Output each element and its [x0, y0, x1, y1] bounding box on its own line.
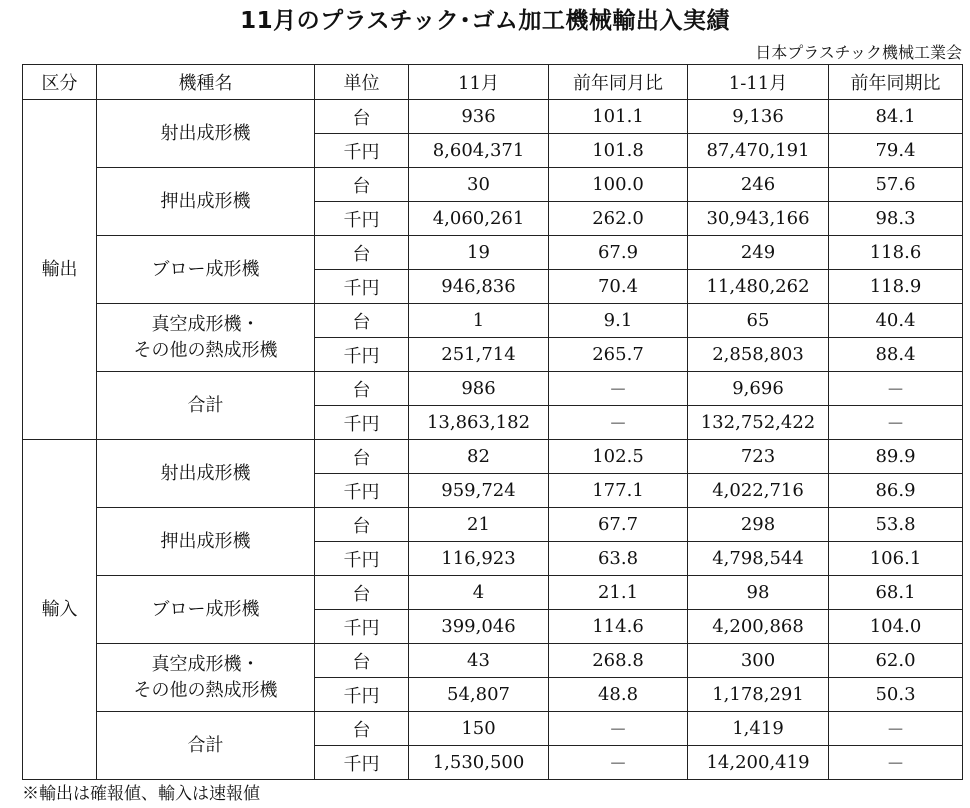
month-value: 43 — [409, 644, 549, 678]
unit-cell: 千円 — [315, 542, 409, 576]
month-ratio: 70.4 — [549, 270, 688, 304]
ytd-ratio: － — [829, 746, 963, 780]
month-ratio: 114.6 — [549, 610, 688, 644]
ytd-value: 246 — [688, 168, 829, 202]
table-row — [23, 236, 963, 270]
header-category: 区分 — [23, 65, 97, 100]
ytd-value: 2,858,803 — [688, 338, 829, 372]
unit-cell: 台 — [315, 236, 409, 270]
unit-cell: 台 — [315, 372, 409, 406]
page-title: 11月のプラスチック･ゴム加工機械輸出入実績 — [240, 8, 730, 34]
unit-cell: 台 — [315, 576, 409, 610]
trade-table — [22, 64, 963, 780]
machine-name — [97, 304, 315, 372]
footnote: ※輸出は確報値、輸入は速報値 — [22, 784, 260, 804]
month-ratio: 9.1 — [549, 304, 688, 338]
month-ratio: 21.1 — [549, 576, 688, 610]
month-value: 251,714 — [409, 338, 549, 372]
month-value: 150 — [409, 712, 549, 746]
month-ratio: － — [549, 746, 688, 780]
header-month-ratio: 前年同月比 — [549, 65, 688, 100]
month-ratio: 268.8 — [549, 644, 688, 678]
month-ratio: 67.7 — [549, 508, 688, 542]
month-ratio: － — [549, 712, 688, 746]
ytd-value: 14,200,419 — [688, 746, 829, 780]
unit-cell: 台 — [315, 644, 409, 678]
month-value: 1,530,500 — [409, 746, 549, 780]
month-value: 13,863,182 — [409, 406, 549, 440]
month-ratio: 101.8 — [549, 134, 688, 168]
ytd-ratio: 98.3 — [829, 202, 963, 236]
ytd-ratio: 86.9 — [829, 474, 963, 508]
ytd-ratio: － — [829, 712, 963, 746]
ytd-ratio: － — [829, 372, 963, 406]
ytd-ratio: 104.0 — [829, 610, 963, 644]
ytd-ratio: 40.4 — [829, 304, 963, 338]
header-ytd: 1-11月 — [688, 65, 829, 100]
month-value: 30 — [409, 168, 549, 202]
month-value: 936 — [409, 100, 549, 134]
header-row — [23, 65, 963, 100]
unit-cell: 千円 — [315, 202, 409, 236]
month-ratio: 177.1 — [549, 474, 688, 508]
month-ratio: 67.9 — [549, 236, 688, 270]
machine-name-line: 射出成形機 — [160, 462, 251, 484]
unit-cell: 千円 — [315, 134, 409, 168]
ytd-ratio: 79.4 — [829, 134, 963, 168]
machine-name-line: 合計 — [187, 394, 224, 416]
ytd-value: 1,419 — [688, 712, 829, 746]
ytd-value: 4,022,716 — [688, 474, 829, 508]
machine-name — [97, 236, 315, 304]
month-ratio: － — [549, 372, 688, 406]
machine-name — [97, 168, 315, 236]
ytd-ratio: 84.1 — [829, 100, 963, 134]
table-row — [23, 168, 963, 202]
month-value: 946,836 — [409, 270, 549, 304]
machine-name-line: 真空成形機・ — [151, 313, 260, 335]
machine-name-line: その他の熱成形機 — [133, 679, 278, 701]
month-ratio: 100.0 — [549, 168, 688, 202]
ytd-ratio: 106.1 — [829, 542, 963, 576]
machine-name — [97, 644, 315, 712]
unit-cell: 台 — [315, 508, 409, 542]
month-value: 82 — [409, 440, 549, 474]
machine-name-line: 押出成形機 — [160, 530, 251, 552]
table-row — [23, 576, 963, 610]
ytd-value: 298 — [688, 508, 829, 542]
machine-name-line: ブロー成形機 — [151, 258, 260, 280]
month-value: 8,604,371 — [409, 134, 549, 168]
machine-name — [97, 440, 315, 508]
table-row — [23, 440, 963, 474]
section-label: 輸出 — [23, 100, 97, 440]
machine-name-line: 押出成形機 — [160, 190, 251, 212]
ytd-value: 87,470,191 — [688, 134, 829, 168]
machine-name-line: その他の熱成形機 — [133, 339, 278, 361]
month-ratio: － — [549, 406, 688, 440]
header-ytd-ratio: 前年同期比 — [829, 65, 963, 100]
ytd-value: 723 — [688, 440, 829, 474]
month-value: 399,046 — [409, 610, 549, 644]
machine-name-line: 射出成形機 — [160, 122, 251, 144]
ytd-value: 30,943,166 — [688, 202, 829, 236]
month-value: 54,807 — [409, 678, 549, 712]
unit-cell: 千円 — [315, 610, 409, 644]
unit-cell: 台 — [315, 712, 409, 746]
unit-cell: 台 — [315, 440, 409, 474]
ytd-value: 249 — [688, 236, 829, 270]
ytd-ratio: 118.9 — [829, 270, 963, 304]
month-value: 4,060,261 — [409, 202, 549, 236]
table-row — [23, 100, 963, 134]
machine-name — [97, 100, 315, 168]
unit-cell: 台 — [315, 304, 409, 338]
table-row — [23, 304, 963, 338]
ytd-ratio: 68.1 — [829, 576, 963, 610]
ytd-ratio: 57.6 — [829, 168, 963, 202]
section-label: 輸入 — [23, 440, 97, 780]
unit-cell: 台 — [315, 100, 409, 134]
table-row — [23, 712, 963, 746]
ytd-value: 1,178,291 — [688, 678, 829, 712]
unit-cell: 千円 — [315, 474, 409, 508]
organization-name: 日本プラスチック機械工業会 — [755, 43, 962, 62]
month-value: 19 — [409, 236, 549, 270]
ytd-ratio: 88.4 — [829, 338, 963, 372]
ytd-value: 4,798,544 — [688, 542, 829, 576]
machine-name — [97, 712, 315, 780]
month-value: 1 — [409, 304, 549, 338]
ytd-value: 9,696 — [688, 372, 829, 406]
table-row — [23, 372, 963, 406]
machine-name — [97, 576, 315, 644]
ytd-value: 65 — [688, 304, 829, 338]
unit-cell: 千円 — [315, 678, 409, 712]
unit-cell: 千円 — [315, 338, 409, 372]
machine-name-line: ブロー成形機 — [151, 598, 260, 620]
month-ratio: 262.0 — [549, 202, 688, 236]
month-value: 21 — [409, 508, 549, 542]
ytd-value: 11,480,262 — [688, 270, 829, 304]
machine-name-line: 真空成形機・ — [151, 653, 260, 675]
header-machine: 機種名 — [97, 65, 315, 100]
ytd-value: 9,136 — [688, 100, 829, 134]
unit-cell: 千円 — [315, 406, 409, 440]
unit-cell: 千円 — [315, 270, 409, 304]
month-ratio: 101.1 — [549, 100, 688, 134]
ytd-value: 132,752,422 — [688, 406, 829, 440]
table-body — [23, 100, 963, 780]
ytd-ratio: 50.3 — [829, 678, 963, 712]
ytd-value: 4,200,868 — [688, 610, 829, 644]
ytd-value: 98 — [688, 576, 829, 610]
month-ratio: 265.7 — [549, 338, 688, 372]
unit-cell: 台 — [315, 168, 409, 202]
machine-name — [97, 372, 315, 440]
month-ratio: 63.8 — [549, 542, 688, 576]
table-row — [23, 508, 963, 542]
unit-cell: 千円 — [315, 746, 409, 780]
machine-name — [97, 508, 315, 576]
ytd-ratio: 62.0 — [829, 644, 963, 678]
header-unit: 単位 — [315, 65, 409, 100]
ytd-ratio: 89.9 — [829, 440, 963, 474]
machine-name-line: 合計 — [187, 734, 224, 756]
month-ratio: 48.8 — [549, 678, 688, 712]
month-value: 116,923 — [409, 542, 549, 576]
month-value: 986 — [409, 372, 549, 406]
ytd-ratio: 118.6 — [829, 236, 963, 270]
ytd-value: 300 — [688, 644, 829, 678]
month-value: 4 — [409, 576, 549, 610]
month-ratio: 102.5 — [549, 440, 688, 474]
table-row — [23, 644, 963, 678]
header-month: 11月 — [409, 65, 549, 100]
ytd-ratio: 53.8 — [829, 508, 963, 542]
month-value: 959,724 — [409, 474, 549, 508]
ytd-ratio: － — [829, 406, 963, 440]
